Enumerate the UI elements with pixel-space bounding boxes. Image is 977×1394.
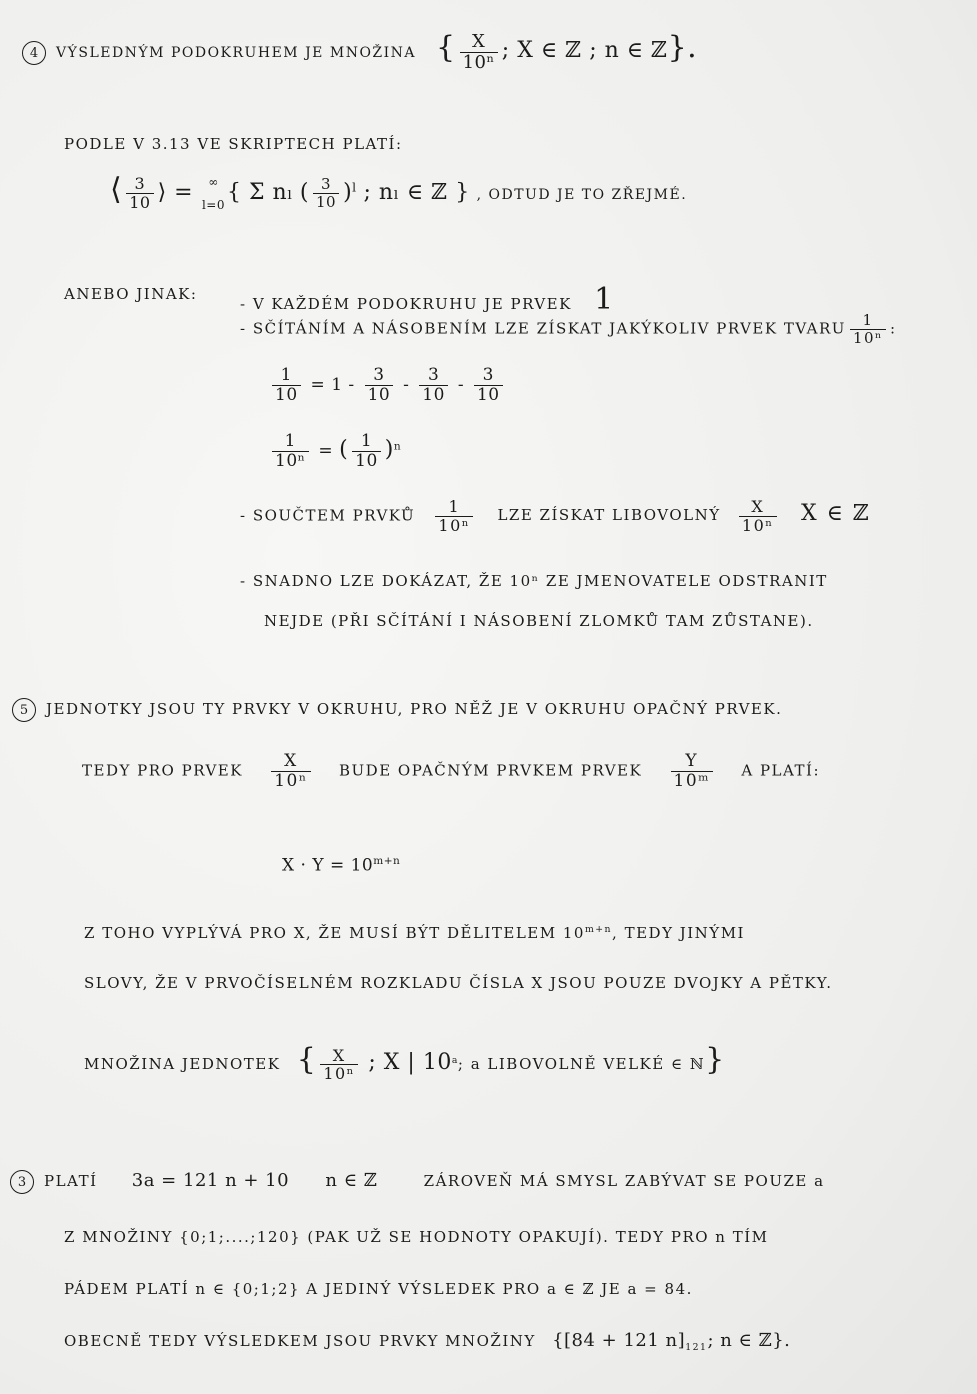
s4-bullet3 — [240, 498, 870, 535]
s4-formula-paren-frac — [313, 176, 339, 211]
s4-eq1-frac-2-den: 10 — [419, 385, 448, 406]
s4-bullet3-frac2-den: 10ⁿ — [739, 516, 777, 535]
s4-eq2-lhs-num: 1 — [284, 431, 296, 451]
s4-eq2-paren-frac — [352, 432, 381, 471]
s5-line1-text: JEDNOTKY JSOU TY PRVKY V OKRUHU, PRO NĚŽ JE V OKRUHU OPAČNÝ PRVEK. — [46, 700, 783, 718]
s4-bullet2-frac-num: 1 — [862, 311, 874, 329]
s4-bullet2 — [240, 312, 897, 347]
s5-eq — [282, 855, 400, 876]
s4-set-frac-den: 10ⁿ — [460, 52, 498, 74]
s3-number: 3 — [10, 1170, 34, 1194]
s4-bullet4-line1: - SNADNO LZE DOKÁZAT, ŽE 10ⁿ ZE JMENOVATELE ODSTRANIT — [240, 572, 828, 590]
s4-bullet3-text: - SOUČTEM PRVKŮ — [240, 506, 416, 525]
s4-eq1-frac-3 — [474, 366, 503, 405]
s5-line5-frac — [320, 1047, 358, 1084]
s5-line2 — [82, 752, 820, 791]
s5-line2-frac2 — [671, 752, 714, 791]
s4-eq2-paren-den: 10 — [352, 451, 381, 472]
s4-formula-lhs-open: ⟨ — [110, 172, 123, 207]
s4-set-frac-num: X — [472, 31, 486, 53]
s4-bullet3-mid: LZE ZÍSKAT LIBOVOLNÝ — [497, 506, 721, 525]
s5-line5-mid: ; X | 10 — [368, 1050, 452, 1075]
s4-eq1-frac-1-den: 10 — [365, 385, 394, 406]
s4-eq2-paren-num: 1 — [360, 431, 373, 451]
s4-eq2-power: n — [393, 440, 402, 453]
s4-bullet3-frac1-num: 1 — [448, 497, 461, 516]
s4-formula-sum-limits — [202, 175, 225, 212]
s5-line5-close: } — [705, 1042, 725, 1077]
s4-formula-paren-num: 3 — [321, 175, 332, 194]
s5-line3 — [84, 924, 745, 942]
s4-eq1-frac-1 — [365, 366, 394, 405]
s5-number: 5 — [12, 698, 36, 722]
s5-line2-frac1-den: 10ⁿ — [271, 771, 311, 792]
s4-bullet1-text: - V KAŽDÉM PODOKRUHU JE PRVEK — [240, 295, 572, 313]
s4-formula-sum-top: ∞ — [208, 175, 219, 189]
s3-line4-end: ; n ∈ ℤ}. — [707, 1330, 791, 1351]
s4-number: 4 — [22, 41, 46, 65]
s4-eq1-lhs-den: 10 — [272, 385, 301, 406]
s5-line4: SLOVY, ŽE V PRVOČÍSELNÉM ROZKLADU ČÍSLA X JSOU POUZE DVOJKY A PĚTKY. — [84, 974, 833, 992]
s4-eq1-sep-2: - — [457, 375, 465, 396]
s5-line5-open: { — [296, 1042, 317, 1077]
s4-eq1-frac-2 — [419, 366, 448, 405]
s4-line2: PODLE V 3.13 VE SKRIPTECH PLATÍ: — [64, 135, 403, 153]
s5-eq-text: X · Y = 10 — [282, 855, 374, 876]
s4-eq1-lhs-num: 1 — [280, 365, 292, 385]
s5-line5-frac-den: 10ⁿ — [320, 1064, 358, 1083]
s4-set-open: { — [436, 30, 456, 65]
s5-line1 — [12, 698, 782, 722]
s3-line4 — [64, 1330, 790, 1353]
s4-eq1-sep-1: - — [403, 375, 410, 396]
s4-formula-rest: ; nₗ ∈ ℤ } — [363, 180, 470, 205]
s4-formula-lhs-close: ⟩ = — [157, 180, 194, 205]
s5-line3-power: m+n — [584, 924, 613, 935]
s4-line1 — [22, 30, 697, 74]
s4-set-fraction — [460, 32, 498, 73]
s4-anebo: ANEBO JINAK: — [64, 285, 198, 303]
s4-bullet2-frac-den: 10ⁿ — [850, 329, 886, 347]
s5-line3-a: Z TOHO VYPLÝVÁ PRO X, ŽE MUSÍ BÝT DĚLITELEM 10 — [84, 924, 585, 942]
s5-line5-a: MNOŽINA JEDNOTEK — [84, 1055, 281, 1073]
s5-line2-frac1 — [271, 752, 311, 791]
s4-eq2-lhs-frac — [272, 432, 309, 471]
s4-formula-lhs-frac — [126, 175, 153, 212]
s4-formula-power: l — [352, 179, 357, 195]
s3-line4-a: OBECNĚ TEDY VÝSLEDKEM JSOU PRVKY MNOŽINY — [64, 1332, 536, 1350]
s4-formula-tail: , ODTUD JE TO ZŘEJMÉ. — [476, 187, 688, 203]
s5-line2-frac2-den: 10ᵐ — [671, 771, 714, 792]
s3-line1-eq: 3a = 121 n + 10 — [131, 1170, 290, 1191]
s5-line2-c: A PLATÍ: — [741, 761, 820, 780]
s4-eq2: $\frac{1}{\text{10ⁿ}}$ = ( $\frac{1}{10}$ )$^n$ — [268, 432, 401, 471]
s4-eq1-frac-3-den: 10 — [474, 385, 503, 406]
s4-eq2-lhs-den: 10ⁿ — [272, 451, 309, 472]
s4-formula: ⟨ $\frac{3}{10}$ ⟩ = ∞ l=0 { Σ nₗ ( $\frac{3}{10}$ )$^l$ ; nₗ ∈ ℤ } , ODTUD JE TO ZŘEJMÉ. — [110, 172, 688, 212]
s4-bullet3-frac2 — [739, 498, 777, 535]
s5-line3-b: , TEDY JINÝMI — [612, 924, 745, 942]
s4-set-rest: ; X ∈ ℤ ; n ∈ ℤ — [501, 38, 668, 63]
s4-bullet1-value: 1 — [594, 282, 615, 317]
s3-line1-b: ZÁROVEŇ MÁ SMYSL ZABÝVAT SE POUZE a — [423, 1172, 825, 1190]
s5-line5-b: ; a LIBOVOLNĚ VELKÉ ∈ ℕ — [457, 1055, 706, 1073]
s4-bullet2-text: - SČÍTÁNÍM A NÁSOBENÍM LZE ZÍSKAT JAKÝKOLIV PRVEK TVARU — [240, 319, 846, 338]
s4-eq1 — [268, 366, 507, 405]
s4-bullet3-end: X ∈ ℤ — [800, 501, 871, 527]
s3-line2: Z MNOŽINY {0;1;....;120} (PAK UŽ SE HODNOTY OPAKUJÍ). TEDY PRO n TÍM — [64, 1228, 769, 1246]
s5-eq-power: m+n — [373, 855, 401, 867]
s4-bullet4-line2: NEJDE (PŘI SČÍTÁNÍ I NÁSOBENÍ ZLOMKŮ TAM ZŮSTANE). — [264, 612, 814, 630]
s4-eq2-eq: = — [318, 441, 334, 462]
s4-bullet2-end: : — [890, 319, 897, 338]
s3-line3: PÁDEM PLATÍ n ∈ {0;1;2} A JEDINÝ VÝSLEDEK PRO a ∈ ℤ JE a = 84. — [64, 1280, 693, 1298]
s4-formula-lhs-den: 10 — [126, 193, 153, 212]
s4-set-close: }. — [667, 30, 698, 65]
s4-formula-sum: { Σ nₗ — [226, 180, 294, 205]
s4-eq1-mid: = 1 - — [310, 375, 355, 396]
s4-formula-sum-bottom: l=0 — [201, 198, 225, 212]
s4-eq1-frac-3-num: 3 — [482, 365, 494, 385]
s5-line2-a: TEDY PRO PRVEK — [82, 761, 243, 780]
s5-line2-frac1-num: X — [284, 751, 298, 771]
s3-line4-sub: 121 — [685, 1342, 708, 1353]
s4-bullet3-frac1-den: 10ⁿ — [435, 516, 473, 535]
s4-eq1-frac-1-num: 3 — [373, 365, 385, 385]
s4-bullet2-frac — [850, 312, 886, 347]
s5-line5 — [84, 1042, 725, 1084]
s4-formula-lhs-num: 3 — [134, 174, 146, 194]
s3-line1-a: PLATÍ — [44, 1172, 98, 1190]
s5-line5-power: a — [451, 1055, 458, 1066]
s4-eq1-frac-2-num: 3 — [427, 365, 440, 385]
s5-line2-b: BUDE OPAČNÝM PRVKEM PRVEK — [339, 761, 643, 780]
s3-line1-nz: n ∈ ℤ — [325, 1170, 378, 1191]
s5-line5-frac-num: X — [332, 1045, 346, 1065]
s3-line4-set: {[84 + 121 n] — [552, 1330, 686, 1351]
s5-line2-frac2-num: Y — [685, 751, 699, 771]
s4-bullet3-frac1 — [435, 498, 473, 535]
s4-eq1-lhs-frac — [272, 366, 301, 405]
s4-formula-paren-den: 10 — [313, 193, 339, 211]
s4-line1-text: VÝSLEDNÝM PODOKRUHEM JE MNOŽINA — [56, 45, 417, 61]
s3-line1 — [10, 1170, 825, 1194]
s4-bullet3-frac2-num: X — [751, 497, 765, 516]
